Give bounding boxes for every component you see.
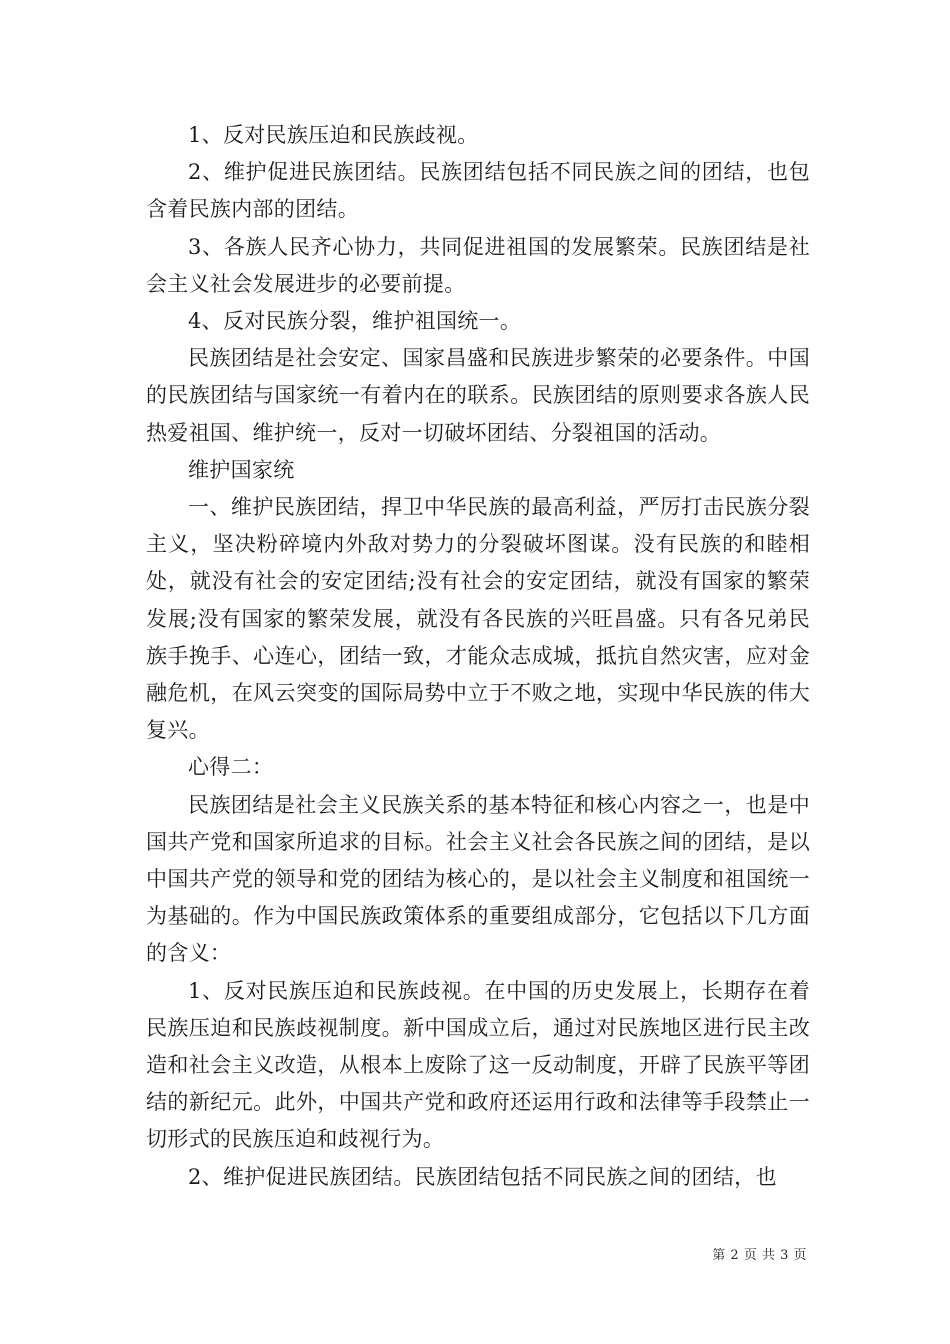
paragraph-1: 1、反对民族压迫和民族歧视。 — [188, 123, 479, 147]
paragraph-7: 一、维护民族团结，捍卫中华民族的最高利益，严厉打击民族分裂主义，坚决粉碎境内外敌对势力的分裂破坏图谋。没有民族的和睦相处，就没有社会的安定团结;没有社会的安定团结，就没有国家的繁荣发展;没有国家的繁荣发展，就没有各民族的兴旺昌盛。只有各兄弟民族手挽手、心连心，团结一致，才能众志成城，抵抗自然灾害，应对金融危机，在风云突变的国际局势中立于不败之地，实现中华民族的伟大复兴。 — [146, 495, 810, 743]
paragraph-9: 民族团结是社会主义民族关系的基本特征和核心内容之一，也是中国共产党和国家所追求的目标。社会主义社会各民族之间的团结，是以中国共产党的领导和党的团结为核心的，是以社会主义制度和祖国统一为基础的。作为中国民族政策体系的重要组成部分，它包括以下几方面的含义： — [146, 792, 810, 966]
paragraph-5: 民族团结是社会安定、国家昌盛和民族进步繁荣的必要条件。中国的民族团结与国家统一有着内在的联系。民族团结的原则要求各族人民热爱祖国、维护统一，反对一切破坏团结、分裂祖国的活动。 — [146, 346, 810, 445]
paragraph-10: 1、反对民族压迫和民族歧视。在中国的历史发展上，长期存在着民族压迫和民族歧视制度。新中国成立后，通过对民族地区进行民主改造和社会主义改造，从根本上废除了这一反动制度，开辟了民族平等团结的新纪元。此外，中国共产党和政府还运用行政和法律等手段禁止一切形式的民族压迫和歧视行为。 — [146, 978, 810, 1152]
document-body — [146, 117, 810, 1196]
paragraph-2: 2、维护促进民族团结。民族团结包括不同民族之间的团结，也包含着民族内部的团结。 — [146, 160, 810, 222]
paragraph-11: 2、维护促进民族团结。民族团结包括不同民族之间的团结，也 — [188, 1164, 777, 1189]
section-heading: 维护国家统 — [188, 457, 295, 482]
paragraph-3: 3、各族人民齐心协力，共同促进祖国的发展繁荣。民族团结是社会主义社会发展进步的必要前提。 — [146, 234, 810, 296]
page-number-footer: 第 2 页 共 3 页 — [712, 1248, 807, 1263]
subheading-xinde-2: 心得二： — [188, 755, 274, 780]
paragraph-4: 4、反对民族分裂，维护祖国统一。 — [188, 309, 522, 334]
